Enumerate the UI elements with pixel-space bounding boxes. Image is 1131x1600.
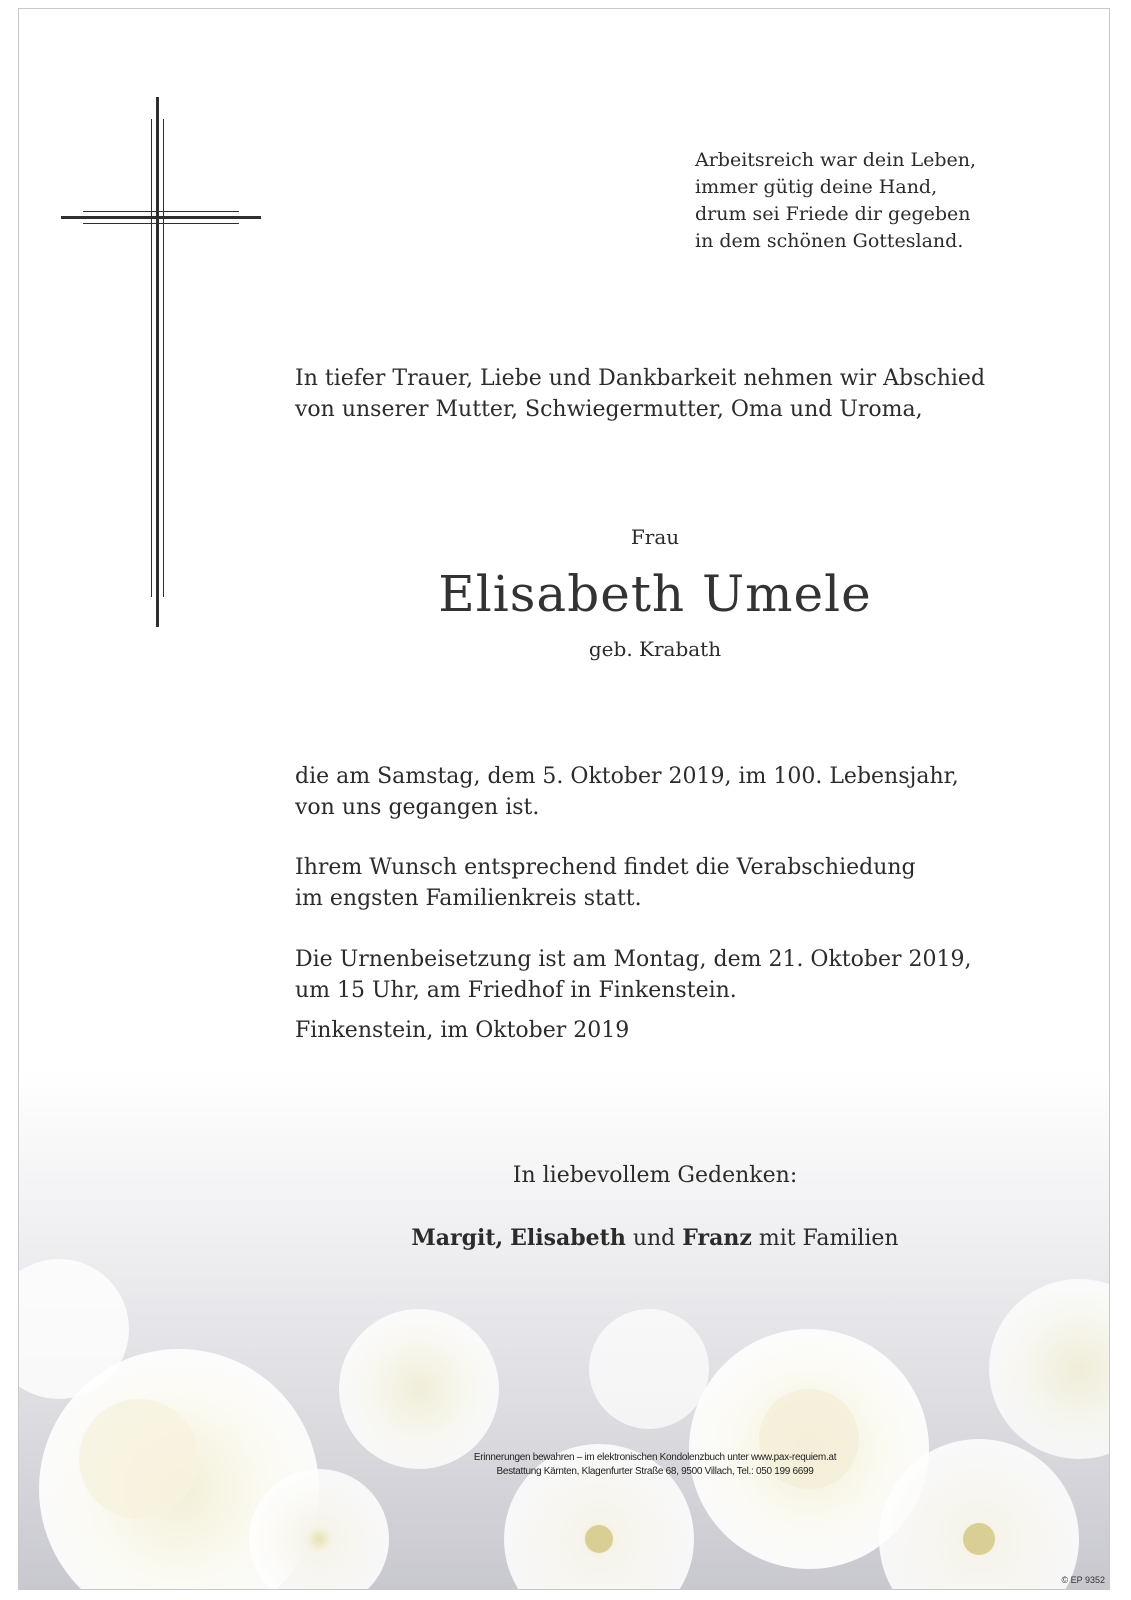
paragraph-line: von uns gegangen ist. — [295, 795, 540, 820]
deceased-title: Frau — [630, 525, 680, 549]
footer — [19, 1451, 1110, 1479]
family-name: Elisabeth — [510, 1225, 626, 1251]
paragraph-line: die am Samstag, dem 5. Oktober 2019, im 100. Lebensjahr, — [295, 764, 959, 789]
urn-burial-paragraph — [295, 944, 971, 1006]
obituary-sheet — [18, 8, 1110, 1590]
poem-line: drum sei Friede dir gegeben — [695, 203, 971, 225]
paragraph-line: im engsten Familienkreis statt. — [295, 886, 642, 911]
death-paragraph — [295, 761, 959, 823]
place-date: Finkenstein, im Oktober 2019 — [295, 1018, 630, 1043]
paragraph-line: um 15 Uhr, am Friedhof in Finkenstein. — [295, 978, 737, 1003]
intro-line: von unserer Mutter, Schwiegermutter, Oma und Uroma, — [295, 397, 923, 422]
paragraph-line: Ihrem Wunsch entsprechend findet die Verabschiedung — [295, 855, 916, 880]
copyright-code: © EP 9352 — [1061, 1575, 1105, 1585]
family-and: und — [632, 1226, 676, 1251]
poem-line: immer gütig deine Hand, — [695, 176, 938, 198]
deceased-name: Elisabeth Umele — [438, 565, 872, 623]
farewell-paragraph — [295, 852, 916, 914]
poem-line: in dem schönen Gottesland. — [695, 230, 964, 252]
family-name: Margit, — [411, 1225, 504, 1251]
poem-line: Arbeitsreich war dein Leben, — [695, 149, 977, 171]
memory-heading: In liebevollem Gedenken: — [512, 1163, 798, 1188]
intro-line: In tiefer Trauer, Liebe und Dankbarkeit nehmen wir Abschied — [295, 366, 986, 391]
intro-text — [295, 363, 985, 425]
footer-condolence-line: Erinnerungen bewahren – im elektronischen Kondolenzbuch unter www.pax-requiem.at — [473, 1452, 837, 1463]
family-suffix: mit Familien — [758, 1226, 899, 1251]
deceased-maiden-name: geb. Krabath — [588, 637, 722, 661]
poem — [695, 147, 976, 255]
family-signature — [19, 1225, 1110, 1251]
flower-background-image — [19, 1069, 1110, 1589]
paragraph-line: Die Urnenbeisetzung ist am Montag, dem 21. Oktober 2019, — [295, 947, 972, 972]
footer-address-line: Bestattung Kärnten, Klagenfurter Straße 68, 9500 Villach, Tel.: 050 199 6699 — [496, 1466, 814, 1477]
family-name: Franz — [682, 1225, 752, 1251]
